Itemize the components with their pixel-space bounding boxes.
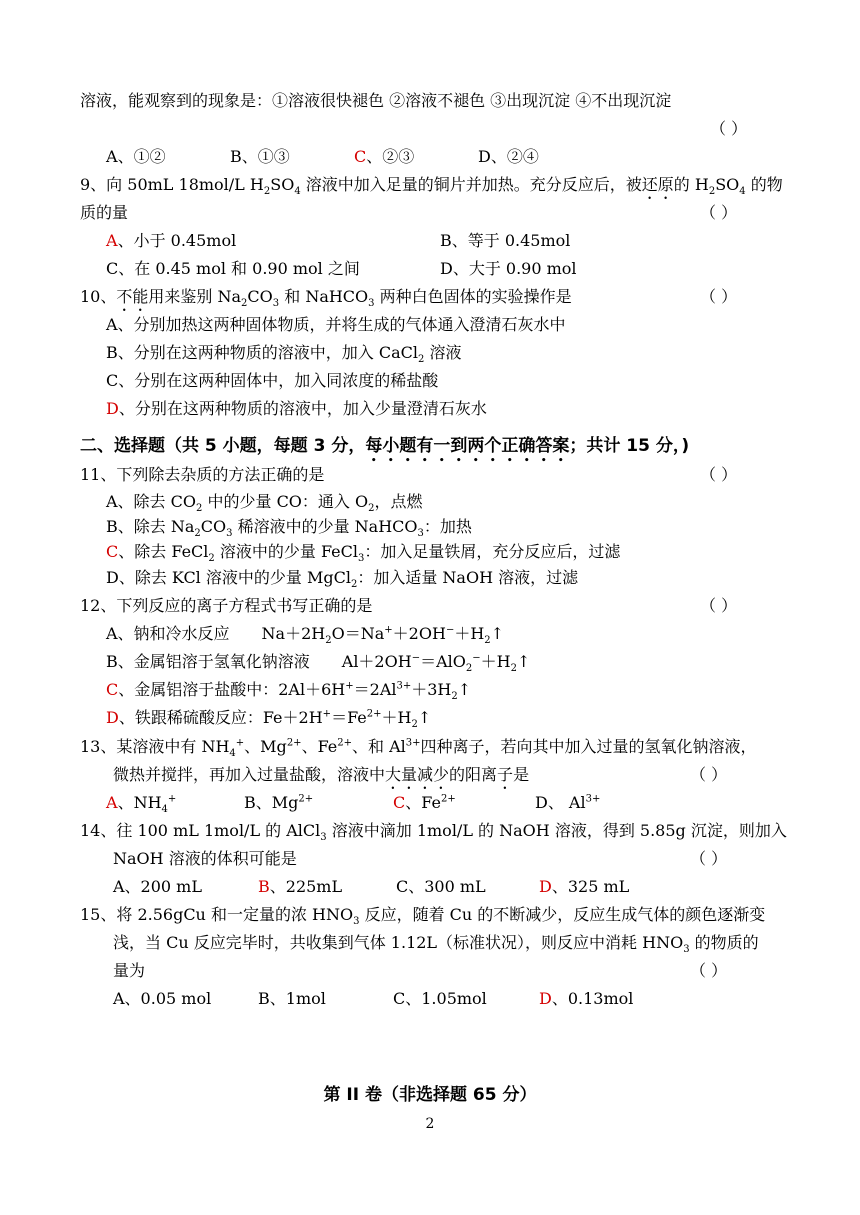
- q10-stem: 10、不能用来鉴别 $Na_2CO_3$ 和 NaHCO$_3$ 两种白色固体的实验操作是: [80, 287, 572, 310]
- q10-option-b: B、分别在这两种物质的溶液中，加入 CaCl$_2$ 溶液: [106, 343, 462, 366]
- q11-option-d: D、除去 KCl 溶液中的少量 MgCl$_2$：加入适量 NaOH 溶液，过滤: [106, 568, 579, 591]
- q14-answer-paren: （ ）: [690, 849, 728, 868]
- q8-option-a: A、①②: [106, 147, 166, 166]
- q8-option-c: C、②③: [354, 147, 415, 166]
- q9-option-d: D、大于 0.90 mol: [440, 259, 577, 278]
- q8-option-d: D、②④: [478, 147, 539, 166]
- q13-stem-line2: 微热并搅拌，再加入过量盐酸，溶液中大量减少的阳离子是: [113, 765, 530, 784]
- q15-option-b: B、1mol: [258, 989, 326, 1008]
- q14-stem-line1: 14、往 100 mL 1mol/L 的 AlCl$_3$ 溶液中滴加 1mol/L 的 NaOH 溶液，得到 5.85g 沉淀，则加入: [80, 821, 787, 844]
- q11-stem: 11、下列除去杂质的方法正确的是: [80, 465, 325, 484]
- q12-option-a: A、钠和冷水反应 $Na+2H_2O=Na^++2OH^-+H_2↑$: [106, 624, 505, 647]
- q9-option-c: C、在 0.45 mol 和 0.90 mol 之间: [106, 259, 360, 278]
- q8-answer-paren: （ ）: [710, 119, 748, 138]
- q10-option-d: D、分别在这两种物质的溶液中，加入少量澄清石灰水: [106, 399, 487, 418]
- q10-option-a: A、分别加热这两种固体物质，并将生成的气体通入澄清石灰水中: [106, 315, 566, 334]
- q13-answer-paren: （ ）: [690, 765, 728, 784]
- q9-option-b: B、等于 0.45mol: [440, 231, 571, 250]
- q14-option-b: B、225mL: [258, 877, 343, 896]
- q11-option-c: C、除去 FeCl$_2$ 溶液中的少量 FeCl$_3$：加入足量铁屑，充分反应后，过滤: [106, 542, 621, 565]
- q11-option-a: A、除去 $CO_2$ 中的少量 CO：通入 $O_2$，点燃: [106, 492, 423, 515]
- q14-option-a: A、200 mL: [113, 877, 202, 896]
- q8-option-b: B、①③: [230, 147, 290, 166]
- part2-title: 第 II 卷（非选择题 65 分）: [323, 1085, 537, 1105]
- q15-option-a: A、0.05 mol: [113, 989, 212, 1008]
- q11-option-b: B、除去 $Na_2CO_3$ 稀溶液中的少量 NaHCO$_3$：加热: [106, 517, 472, 540]
- q10-option-c: C、分别在这两种固体中，加入同浓度的稀盐酸: [106, 371, 439, 390]
- q9-answer-paren: （ ）: [700, 203, 738, 222]
- page-number: 2: [425, 1116, 435, 1132]
- q13-option-b: B、$Mg^{2+}$: [244, 793, 314, 812]
- q12-option-c: C、金属铝溶于盐酸中：$2Al+6H^+=2Al^{3+}+3H_2↑$: [106, 680, 472, 703]
- q13-stem-line1: 13、某溶液中有 $NH_4^+$、$Mg^{2+}$、$Fe^{2+}$、和 $Al^{3+}$四种离子，若向其中加入过量的氢氧化钠溶液，: [80, 737, 757, 760]
- q12-answer-paren: （ ）: [700, 596, 738, 615]
- q15-answer-paren: （ ）: [690, 961, 728, 980]
- q14-stem-line2: NaOH 溶液的体积可能是: [113, 849, 297, 868]
- q13-option-a: A、$NH_4^+$: [106, 793, 177, 816]
- q12-option-d: D、铁跟稀硫酸反应：$Fe+2H^+=Fe^{2+}+H_2↑$: [106, 708, 432, 731]
- q13-option-d: D、 $Al^{3+}$: [535, 793, 601, 812]
- q8-stem-line: 溶液，能观察到的现象是：①溶液很快褪色 ②溶液不褪色 ③出现沉淀 ④不出现沉淀: [80, 91, 672, 110]
- q9-emphasis: 还原: [641, 175, 674, 194]
- q15-option-d: D、0.13mol: [539, 989, 634, 1008]
- q14-option-c: C、300 mL: [396, 877, 486, 896]
- q15-stem-line3: 量为: [113, 961, 146, 980]
- q9-stem-line2: 质的量: [80, 203, 129, 222]
- q10-answer-paren: （ ）: [700, 287, 738, 306]
- q13-option-c: C、$Fe^{2+}$: [393, 793, 456, 812]
- q9-option-a: A、小于 0.45mol: [106, 231, 237, 250]
- q12-option-b: B、金属铝溶于氢氧化钠溶液 $Al+2OH^-=AlO_2^-+H_2↑$: [106, 652, 531, 675]
- q8-option-c-letter: C: [354, 147, 367, 166]
- q15-stem-line1: 15、将 2.56gCu 和一定量的浓 $HNO_3$ 反应，随着 Cu 的不断减少，反应生成气体的颜色逐渐变: [80, 905, 766, 928]
- q9-stem-line1: 9、向 50mL 18mol/L $H_2SO_4$ 溶液中加入足量的铜片并加热。充分反应后，被还原的 $H_2SO_4$ 的物: [80, 175, 783, 198]
- q15-stem-line2: 浅，当 Cu 反应完毕时，共收集到气体 1.12L（标准状况），则反应中消耗 $HNO_3$ 的物质的: [113, 933, 759, 956]
- q14-option-d: D、325 mL: [539, 877, 630, 896]
- q11-answer-paren: （ ）: [700, 465, 738, 484]
- section2-heading: 二、选择题（共 5 小题，每题 3 分，每小题有一到两个正确答案；共计 15 分，): [80, 436, 690, 456]
- q15-option-c: C、1.05mol: [393, 989, 487, 1008]
- q12-stem: 12、下列反应的离子方程式书写正确的是: [80, 596, 373, 615]
